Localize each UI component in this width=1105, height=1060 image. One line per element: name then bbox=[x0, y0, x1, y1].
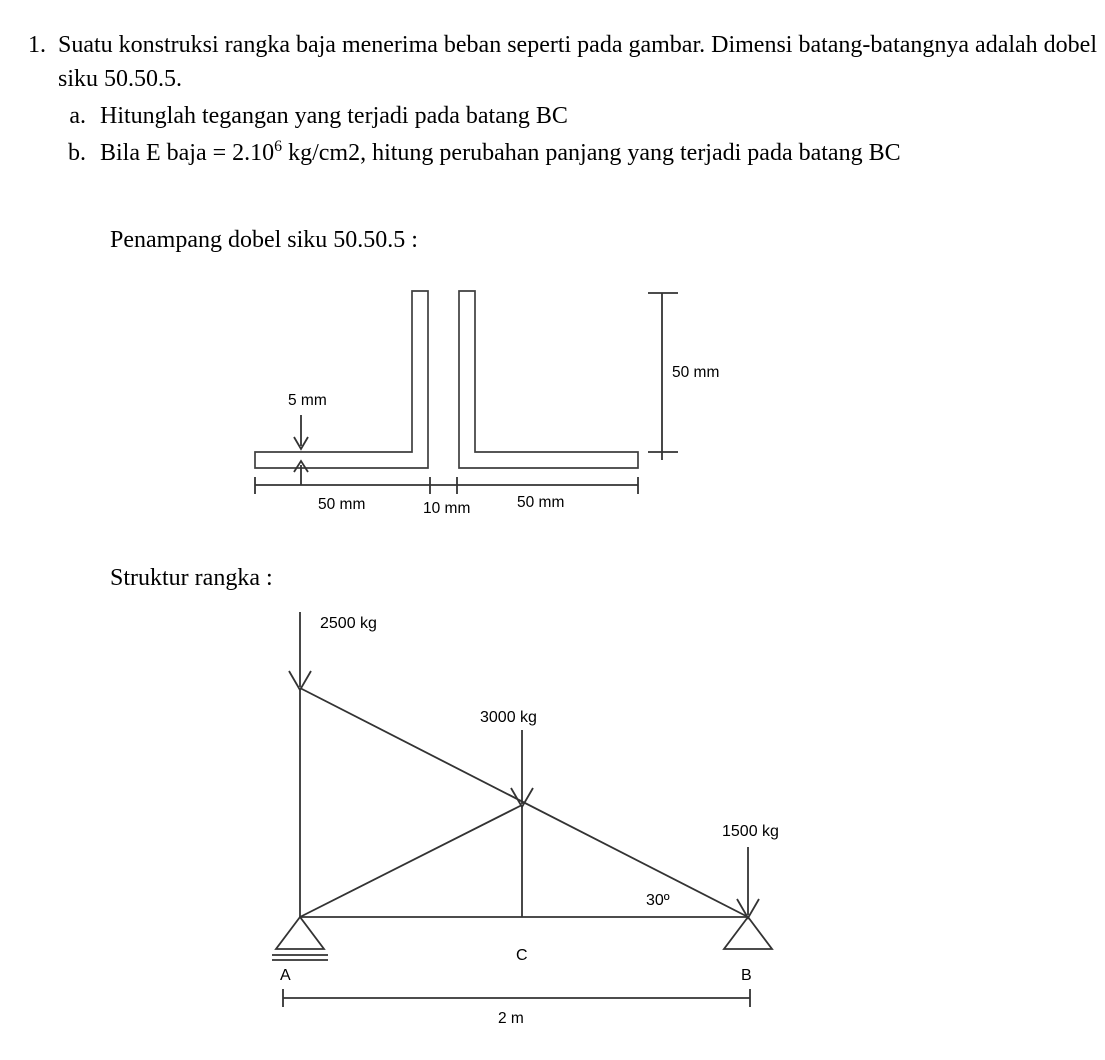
gap-width-label: 10 mm bbox=[423, 500, 471, 515]
question-number: 1. bbox=[28, 32, 46, 58]
question-block bbox=[0, 28, 1105, 170]
part-b-text-before: Bila E baja = 2.10 bbox=[100, 140, 275, 166]
section-bottom-dimension bbox=[255, 477, 638, 515]
part-b-label: b. bbox=[68, 140, 86, 166]
load-2500-label: 2500 kg bbox=[320, 615, 377, 632]
double-angle-section-figure bbox=[240, 275, 770, 515]
question-stem-row bbox=[0, 28, 1105, 96]
load-arrow-1500 bbox=[722, 823, 779, 918]
load-arrow-3000 bbox=[480, 709, 537, 807]
section-height-dimension bbox=[648, 293, 719, 460]
truss-caption: Struktur rangka : bbox=[110, 565, 273, 591]
support-A-label: A bbox=[280, 967, 291, 984]
section-height-label: 50 mm bbox=[672, 364, 720, 381]
question-part-a bbox=[0, 99, 1105, 133]
part-a-text bbox=[100, 99, 1105, 133]
angle-label: 30º bbox=[646, 892, 670, 909]
truss-structure-figure bbox=[250, 595, 850, 1025]
left-leg-width-label: 50 mm bbox=[318, 496, 366, 513]
node-C-label: C bbox=[516, 947, 528, 964]
part-b-text bbox=[100, 136, 1105, 170]
right-leg-width-label: 50 mm bbox=[517, 494, 565, 511]
part-a-text-before: Hitunglah tegangan yang terjadi pada batang BC bbox=[100, 103, 568, 129]
part-a-label: a. bbox=[69, 103, 86, 129]
member-AE bbox=[300, 805, 522, 917]
support-B-label: B bbox=[741, 967, 752, 984]
thickness-label: 5 mm bbox=[288, 392, 327, 409]
thickness-dimension bbox=[288, 392, 327, 485]
part-b-exponent: 6 bbox=[274, 138, 283, 155]
left-angle-shape bbox=[255, 291, 428, 468]
question-part-b bbox=[0, 136, 1105, 170]
part-b-text-after: kg/cm2, hitung perubahan panjang yang terjadi pada batang BC bbox=[282, 140, 901, 166]
question-stem: Suatu konstruksi rangka baja menerima beban seperti pada gambar. Dimensi batang-batangnya adalah dobel siku 50.50.5. bbox=[58, 32, 1097, 92]
right-angle-shape bbox=[459, 291, 638, 468]
span-label: 2 m bbox=[498, 1010, 524, 1025]
section-caption: Penampang dobel siku 50.50.5 : bbox=[110, 227, 418, 253]
support-B-symbol bbox=[724, 917, 772, 984]
support-A-symbol bbox=[272, 917, 328, 984]
load-arrow-2500 bbox=[289, 612, 377, 690]
load-3000-label: 3000 kg bbox=[480, 709, 537, 726]
span-dimension bbox=[283, 989, 750, 1025]
load-1500-label: 1500 kg bbox=[722, 823, 779, 840]
